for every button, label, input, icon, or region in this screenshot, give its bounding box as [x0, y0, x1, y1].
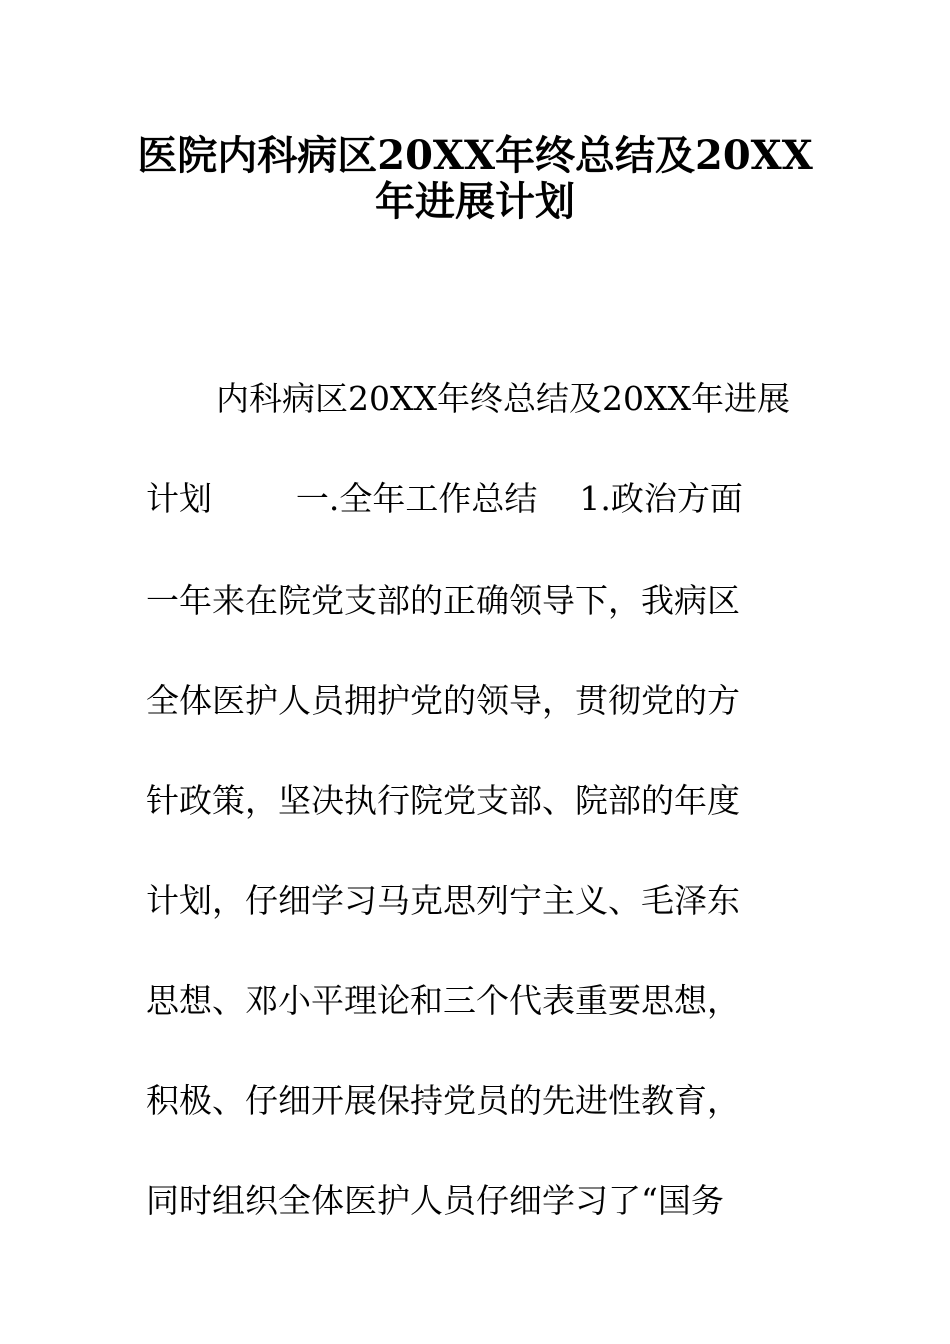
body-line-5: 针政策，坚决执行院党支部、院部的年度	[146, 781, 740, 820]
body-line-8: 积极、仔细开展保持党员的先进性教育，	[146, 1081, 740, 1120]
body-line-4: 全体医护人员拥护党的领导，贯彻党的方	[146, 681, 740, 720]
body-line-6: 计划，仔细学习马克思列宁主义、毛泽东	[146, 881, 740, 920]
body-line-1: 内科病区20XX年终总结及20XX年进展	[216, 379, 790, 418]
body-line-9: 同时组织全体医护人员仔细学习了“国务	[146, 1181, 724, 1220]
body-line-7: 思想、邓小平理论和三个代表重要思想，	[146, 981, 740, 1020]
document-title-line-2: 年进展计划	[375, 178, 575, 225]
body-line-2: 计划 一.全年工作总结 1.政治方面	[146, 479, 743, 518]
document-title-line-1: 医院内科病区20XX年终总结及20XX	[137, 132, 813, 179]
body-line-3: 一年来在院党支部的正确领导下，我病区	[146, 581, 740, 620]
